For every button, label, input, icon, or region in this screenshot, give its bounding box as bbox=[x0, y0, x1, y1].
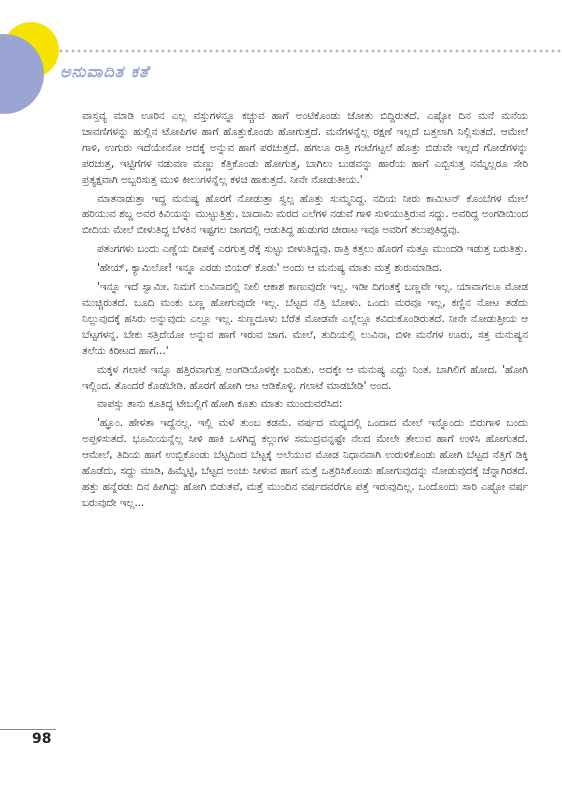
footer-rule bbox=[0, 729, 56, 730]
story-paragraph-8: 'ಹ್ಞೂಂ. ಹೇಳತಾ ಇದ್ದೆನಲ್ಲ. ಇಲ್ಲಿ ಮಳೆ ತುಂಬ ಕಡಮೆ. ವರ್ಷದ ಮಧ್ಯದಲ್ಲಿ ಒಂದಾದ ಮೇಲೆ ಇನ್ನೊಂದು ಬಿರುಗಾಳಿ ಬಂದು ಅಪ್ಪಳಿಸುತದೆ. ಭೂಮಿಯನ್ನೆಲ್ಲ ಸೀಳಿ ಹಾಕಿ ಒಳಗಿದ್ದ ಕಲ್ಲುಗಳ ಸಮುದ್ರವನ್ನಷ್ಟೇ ನೆಲದ ಮೇಲೇ ತೇಲುವ ಹಾಗೆ ಉಳಿಸಿ ಹೋಗುತದೆ. ಆಮೇಲೆ, ತಿದಿಯ ಹಾಗೆ ಉಬ್ಬಿಕೊಂಡು ಬೆಟ್ಟದಿಂದ ಬೆಟ್ಟಕ್ಕೆ ಅಲೆಯುವ ಮೋಡ ನಿಧಾನವಾಗಿ ಉರುಳಿಕೊಂಡು ಹೋಗಿ ಬೆಟ್ಟದ ನೆತ್ತಿಗೆ ಡಿಕ್ಕಿ ಹೊಡೆದು, ಸದ್ದು ಮಾಡಿ, ಹಿಮ್ಮೆಟ್ಟಿ, ಬೆಟ್ಟದ ಅಂಚು ಸೀಳುವ ಹಾಗೆ ಮತ್ತೆ ಒತ್ತರಿಸಿಕೊಂಡು ಹೋಗುವುದನ್ನು ನೋಡುವುದಕ್ಕೆ ಚೆನ್ನಾಗಿರತದೆ. ಹತ್ತು ಹನ್ನೆರಡು ದಿನ ಹೀಗಿದ್ದು ಹೋಗಿ ಬಿಡುತವೆ, ಮತ್ತೆ ಮುಂದಿನ ವರ್ಷದವರೆಗೂ ಪತ್ತೆ ಇರುವುದಿಲ್ಲ. ಒಂದೊಂದು ಸಾರಿ ಎಷ್ಟೋ ವರ್ಷ ಬರುವುದೇ ಇಲ್ಲ... bbox=[82, 417, 528, 509]
story-text-body bbox=[82, 109, 528, 515]
section-title: ಅನುವಾದಿತ ಕತೆ bbox=[60, 62, 150, 81]
header-dotted-rule bbox=[58, 48, 562, 54]
story-paragraph-7: ವಾಪಸ್ಸು ತಾನು ಕೂತಿದ್ದ ಟೇಬಲ್ಲಿಗೆ ಹೋಗಿ ಕೂತು ಮಾತು ಮುಂದುವರೆಸಿದ: bbox=[97, 398, 343, 411]
story-paragraph-2: ಮಾತನಾಡುತ್ತಾ ಇದ್ದ ಮನುಷ್ಯ ಹೊರಗೆ ನೋಡುತ್ತಾ ಸ್ವಲ್ಪ ಹೊತ್ತು ಸುಮ್ಮನಿದ್ದ. ನದಿಯ ನೀರು ಕಾಮಿಟನ್ ಕೊಂಬೆಗಳ ಮೇಲೆ ಹರಿಯುವ ಶಬ್ದ ಅವರ ಕಿವಿಯನ್ನು ಮುಟ್ಟುತ್ತಿತ್ತು. ಬಾದಾಮಿ ಮರದ ಎಲೆಗಳ ನಡುವೆ ಗಾಳಿ ಸುಳಿಯುತ್ತಿರುವ ಸದ್ದು. ಅವರಿದ್ದ ಅಂಗಡಿಯಿಂದ ಬೀದಿಯ ಮೇಲೆ ಬೀಳುತಿದ್ದ ಬೆಳಕಿನ ಇಷ್ಟಗಲ ಜಾಗದಲ್ಲಿ ಆಡುತಿದ್ದ ಹುಡುಗರ ಚೀರಾಟ ಇವೂ ಅವರಿಗೆ ತಲುಪುತಿದ್ದವು. bbox=[82, 192, 528, 237]
story-paragraph-5: 'ಇನ್ನೂ ಇದೆ ಸ್ವಾಮೀ. ನಿಮಗೆ ಲುವಿನಾದಲ್ಲಿ ನೀಲಿ ಆಕಾಶ ಕಾಣುವುದೇ ಇಲ್ಲ. ಇಡೀ ದಿಗಂತಕ್ಕೆ ಬಣ್ಣವೇ ಇಲ್ಲ. ಯಾವಾಗಲೂ ಮೋಡ ಮುಚ್ಚಿರುತದೆ. ಬೂದಿ ಮಂಕು ಬಣ್ಣ ಹೋಗುವುದೇ ಇಲ್ಲ. ಬೆಟ್ಟದ ನೆತ್ತಿ ಬೋಳು. ಒಂದು ಮರವೂ ಇಲ್ಲ, ಕಣ್ಣಿನ ನೋಟ ತಡೆದು ನಿಲ್ಲುವುದಕ್ಕೆ ಹಸಿರು ಅನ್ನುವುದು ಎಲ್ಲೂ ಇಲ್ಲ. ಸುಣ್ಣದೂಳು ಬೆರೆತ ಮೋಡವೇ ಎಲ್ಲೆಲ್ಲೂ ಕವಿದುಕೊಂಡಿರುತದೆ. ನೀನೇ ನೋಡುತ್ತೀಯ ಆ ಬೆಟ್ಟಗಳನ್ನ. ಬೇಕು ಸತ್ತಿದೆಯೋ ಅನ್ನುವ ಹಾಗೆ ಇರುವ ಜಾಗ. ಮೇಲೆ, ತುದಿಯಲ್ಲಿ ಲುವಿನಾ, ಬಿಳೀ ಮನೆಗಳ ಊರು, ಸತ್ತ ಮನುಷ್ಯನ ತಲೆಯ ಕಿರೀಟದ ಹಾಗೆ...' bbox=[82, 281, 528, 357]
page-number: 98 bbox=[32, 731, 52, 747]
story-paragraph-1: ವಾಸ್ತವ್ಯ ಮಾಡಿ ಊರಿನ ಎಲ್ಲ ವಸ್ತುಗಳನ್ನೂ ಕಚ್ಚುವ ಹಾಗೆ ಅಂಟಿಕೊಂಡು ಜೋತು ಬಿದ್ದಿರುತದೆ. ಎಷ್ಟೋ ದಿನ ಮನೆ ಮನೆಯ ಚಾವಣಿಗಳನ್ನು ಹುಲ್ಲಿನ ಟೋಪಿಗಳ ಹಾಗೆ ಹೊತ್ತುಕೊಂಡು ಹೋಗುತ್ತದೆ. ಮನೆಗಳನ್ನೆಲ್ಲ ರಕ್ಷಣೆ ಇಲ್ಲದೆ ಬತ್ತಲಾಗಿ ನಿಲ್ಲಿಸುತದೆ. ಆಮೇಲೆ ಗಾಳಿ, ಉಗುರು ಇದೆಯೇನೋ ಅದಕ್ಕೆ ಅನ್ನುವ ಹಾಗೆ ಪರಚುತ್ತದೆ. ಹಗಲೂ ರಾತ್ರಿ ಗಂಟೆಗಟ್ಟಲೆ ಹೊತ್ತು ಬಿಡುವೇ ಇಲ್ಲದೆ ಗೋಡೆಗಳನ್ನು ಪರಚುತ್ತ, ಇಟ್ಟಿಗೆಗಳ ನಡುವಣ ಮಣ್ಣು ಕೆತ್ತಿಕೊಂಡು ಹೋಗುತ್ತ, ಬಾಗಿಲು ಬುಡವನ್ನು ಹಾರೆಯ ಹಾಗೆ ಎಬ್ಬಿಸುತ್ತ ನಮ್ಮೆಲ್ಲರೂ ಸೇರಿ ಪ್ರತ್ಯಕ್ಷವಾಗಿ ಅಬ್ಬರಿಸುತ್ತ ಮುಳಿ ಕೀಲುಗಳನ್ನೆಲ್ಲ ಕಳಚಿ ಹಾಕುತ್ತದೆ. ನೀನೇ ನೋಡುತೀಯ.' bbox=[82, 110, 528, 186]
story-paragraph-3: ಪತಂಗಗಳು ಬಂದು ಎಣ್ಣೆಯ ದೀಪಕ್ಕೆ ಎರಗುತ್ತ ರೆಕ್ಕೆ ಸುಟ್ಟು ಬೀಳುತಿದ್ದವು. ರಾತ್ರಿ ಕತ್ತಲು ಹೊರಗೆ ಮತ್ತೂ ಮುಂದಡಿ ಇಡುತ್ತ ಬರುತಿತ್ತು. bbox=[97, 243, 528, 256]
story-paragraph-6: ಮಕ್ಕಳ ಗಲಾಟೆ ಇನ್ನೂ ಹತ್ತಿರವಾಗುತ್ತ ಅಂಗಡಿಯೊಳಕ್ಕೇ ಬಂದಿತು. ಅದಕ್ಕೇ ಆ ಮನುಷ್ಯ ಎದ್ದು ನಿಂತ. ಬಾಗಿಲಿಗೆ ಹೋದ. 'ಹೋಗಿ ಇಲ್ಲಿಂದ. ತೊಂದರೆ ಕೊಡಬೇಡಿ. ಹೊರಗೆ ಹೋಗಿ ಆಟ ಆಡಿಕೊಳ್ಳಿ. ಗಲಾಟೆ ಮಾಡಬೇಡಿ' ಅಂದ. bbox=[82, 363, 528, 392]
story-paragraph-4: 'ಹೇಯ್, ಕ್ಯಾಮಿಲೋ! ಇನ್ನೂ ಎರಡು ಬಿಯರ್ ಕೊಡು' ಅಂದು ಆ ಮನುಷ್ಯ ಮಾತು ಮತ್ತೆ ಶುರುಮಾಡಿದ. bbox=[97, 262, 443, 275]
